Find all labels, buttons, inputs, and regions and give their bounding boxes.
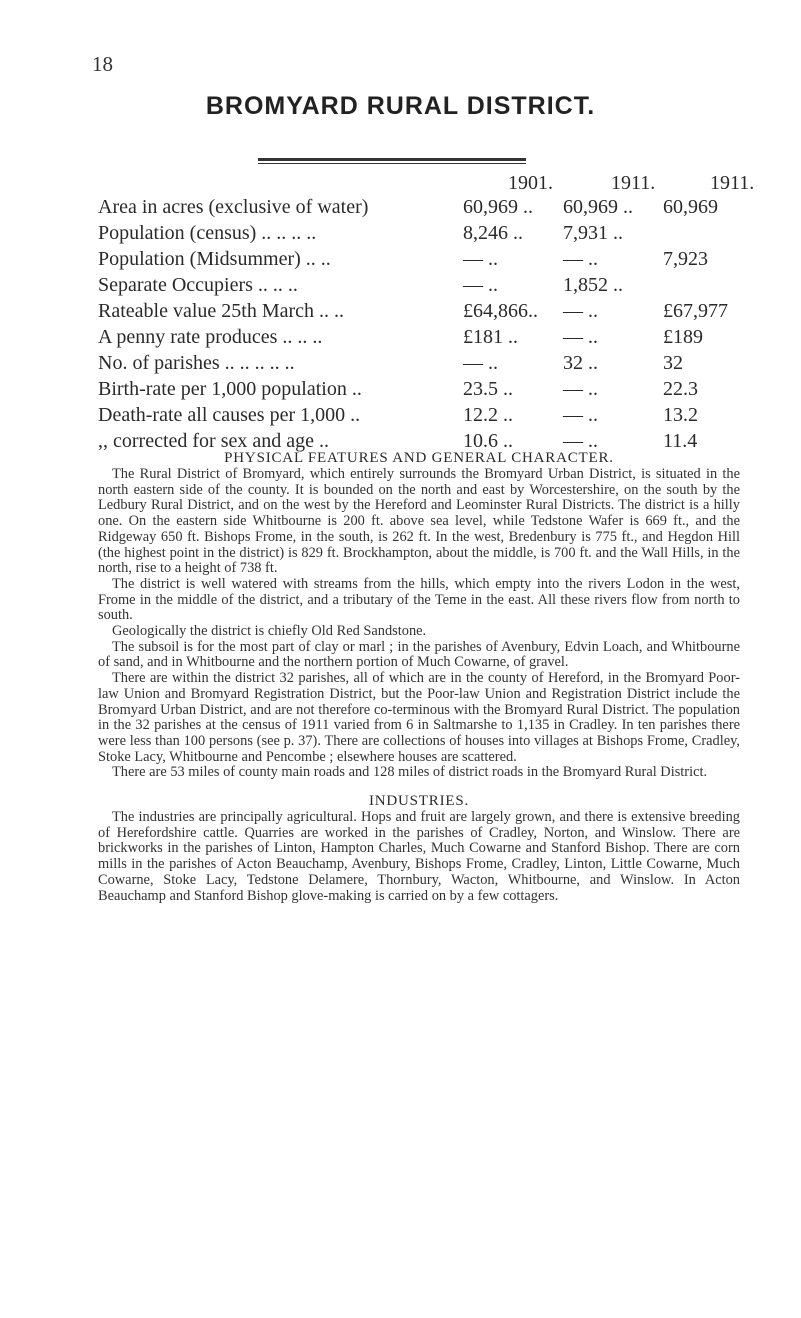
section-industries xyxy=(98,810,740,904)
value-1911: — .. xyxy=(563,378,598,400)
row-label: Separate Occupiers .. .. .. xyxy=(98,274,298,296)
value-1901: — .. xyxy=(463,248,498,270)
table-header-row xyxy=(98,170,755,194)
row-label: Death-rate all causes per 1,000 .. xyxy=(98,404,361,426)
value-1901: — .. xyxy=(463,274,498,296)
value-1901: £64,866.. xyxy=(463,300,538,322)
value-1911-second: 32 xyxy=(663,352,683,374)
value-1911-second: £67,977 xyxy=(663,300,728,322)
section-heading-industries: INDUSTRIES. xyxy=(368,793,470,810)
value-1911: — .. xyxy=(563,248,598,270)
page-title: BROMYARD RURAL DISTRICT. xyxy=(205,92,596,120)
value-1911: — .. xyxy=(563,404,598,426)
value-1901: £181 .. xyxy=(463,326,518,348)
value-1901: 23.5 .. xyxy=(463,378,513,400)
body-paragraph: The subsoil is for the most part of clay or marl ; in the parishes of Avenbury, Edvin Loach, and Whitbourne of sand, and in Whitbourne and the northern portion of Much Cowarne, of gravel. xyxy=(98,638,740,671)
title-rule xyxy=(258,158,526,164)
table-body xyxy=(98,194,738,454)
section-heading-physical-features: PHYSICAL FEATURES AND GENERAL CHARACTER. xyxy=(224,450,614,466)
value-1911-second: 13.2 xyxy=(663,404,698,426)
value-1901: 8,246 .. xyxy=(463,222,523,244)
row-label: ,, corrected for sex and age .. xyxy=(98,430,329,452)
body-paragraph: There are 53 miles of county main roads and 128 miles of district roads in the Bromyard Rural District. xyxy=(112,764,708,781)
table-row xyxy=(98,220,738,246)
value-1901: — .. xyxy=(463,352,498,374)
value-1901: 10.6 .. xyxy=(463,430,513,452)
section-physical-features xyxy=(98,467,740,781)
value-1911-second: 11.4 xyxy=(663,430,698,452)
column-header-1911-second: 1911. xyxy=(710,172,755,194)
body-paragraph: The district is well watered with streams from the hills, which empty into the rivers Lodon in the west, Frome in the middle of the district, and a tributary of the Teme in the east. All these rivers flow from north to south. xyxy=(98,575,740,624)
value-1901: 60,969 .. xyxy=(463,196,533,218)
table-row xyxy=(98,246,738,272)
column-header-1911: 1911. xyxy=(611,172,656,194)
table-row xyxy=(98,376,738,402)
value-1911: 7,931 .. xyxy=(563,222,623,244)
row-label: Population (Midsummer) .. .. xyxy=(98,248,331,270)
value-1911-second: 60,969 xyxy=(663,196,718,218)
value-1911-second: 22.3 xyxy=(663,378,698,400)
column-header-1901: 1901. xyxy=(508,172,553,194)
table-row xyxy=(98,298,738,324)
body-paragraph: Geologically the district is chiefly Old Red Sandstone. xyxy=(112,623,427,640)
value-1911: — .. xyxy=(563,300,598,322)
row-label: A penny rate produces .. .. .. xyxy=(98,326,323,348)
row-label: Birth-rate per 1,000 population .. xyxy=(98,378,362,400)
table-row xyxy=(98,350,738,376)
value-1911: — .. xyxy=(563,326,598,348)
row-label: Population (census) .. .. .. .. xyxy=(98,222,317,244)
value-1911: — .. xyxy=(563,430,598,452)
page-body xyxy=(98,450,740,904)
body-paragraph: The Rural District of Bromyard, which entirely surrounds the Bromyard Urban District, is situated in the north eastern side of the county. It is bounded on the north and east by Worcestershire, on the south by the Ledbury Rural District, and on the west by the Hereford and Leominster Rural Districts. The district is a hilly one. On the eastern side Whitbourne is 200 ft. above sea level, while Tedstone Wafer is 669 ft., and the Ridgeway 650 ft. Bishops Frome, in the south, is 262 ft. In the west, Bredenbury is 775 ft., and Hegdon Hill (the highest point in the district) is 829 ft. Brockhampton, about the middle, is 700 ft. and the Wall Hills, in the north, rise to a height of 738 ft. xyxy=(98,466,740,577)
statistics-table xyxy=(98,170,755,454)
row-label: Area in acres (exclusive of water) xyxy=(98,196,369,218)
table-row xyxy=(98,324,738,350)
body-paragraph: There are within the district 32 parishes, all of which are in the county of Hereford, in the Bromyard Poor-law Union and Bromyard Registration District, but the Poor-law Union and Registration District include the Bromyard Urban District, and are not therefore co-terminous with the Bromyard Rural District. The population in the 32 parishes at the census of 1911 varied from 6 in Saltmarshe to 1,135 in Cradley. In ten parishes there were less than 100 persons (see p. 37). There are collections of houses into villages at Bishops Frome, Cradley, Stoke Lacy, Whitbourne and Pencombe ; elsewhere houses are scattered. xyxy=(98,670,740,765)
value-1911-second: 7,923 xyxy=(663,248,708,270)
table-row xyxy=(98,272,738,298)
value-1911: 60,969 .. xyxy=(563,196,633,218)
row-label: No. of parishes .. .. .. .. .. xyxy=(98,352,295,374)
table-row xyxy=(98,194,738,220)
value-1911: 32 .. xyxy=(563,352,598,374)
value-1911: 1,852 .. xyxy=(563,274,623,296)
body-paragraph: The industries are principally agricultural. Hops and fruit are largely grown, and there is extensive breeding of Herefordshire cattle. Quarries are worked in the parishes of Cradley, Norton, and Winslow. There are brickworks in the parishes of Linton, Hampton Charles, Much Cowarne and Stanford Bishop. There are corn mills in the parishes of Acton Beauchamp, Avenbury, Bishops Frome, Cradley, Linton, Little Cowarne, Much Cowarne, Stoke Lacy, Tedstone Delamere, Thornbury, Wacton, Whitbourne, and Winslow. In Acton Beauchamp and Stanford Bishop glove-making is carried on by a few cottagers. xyxy=(98,809,740,904)
value-1911-second: £189 xyxy=(663,326,703,348)
table-row xyxy=(98,402,738,428)
row-label: Rateable value 25th March .. .. xyxy=(98,300,345,322)
value-1901: 12.2 .. xyxy=(463,404,513,426)
page-number: 18 xyxy=(92,52,113,76)
